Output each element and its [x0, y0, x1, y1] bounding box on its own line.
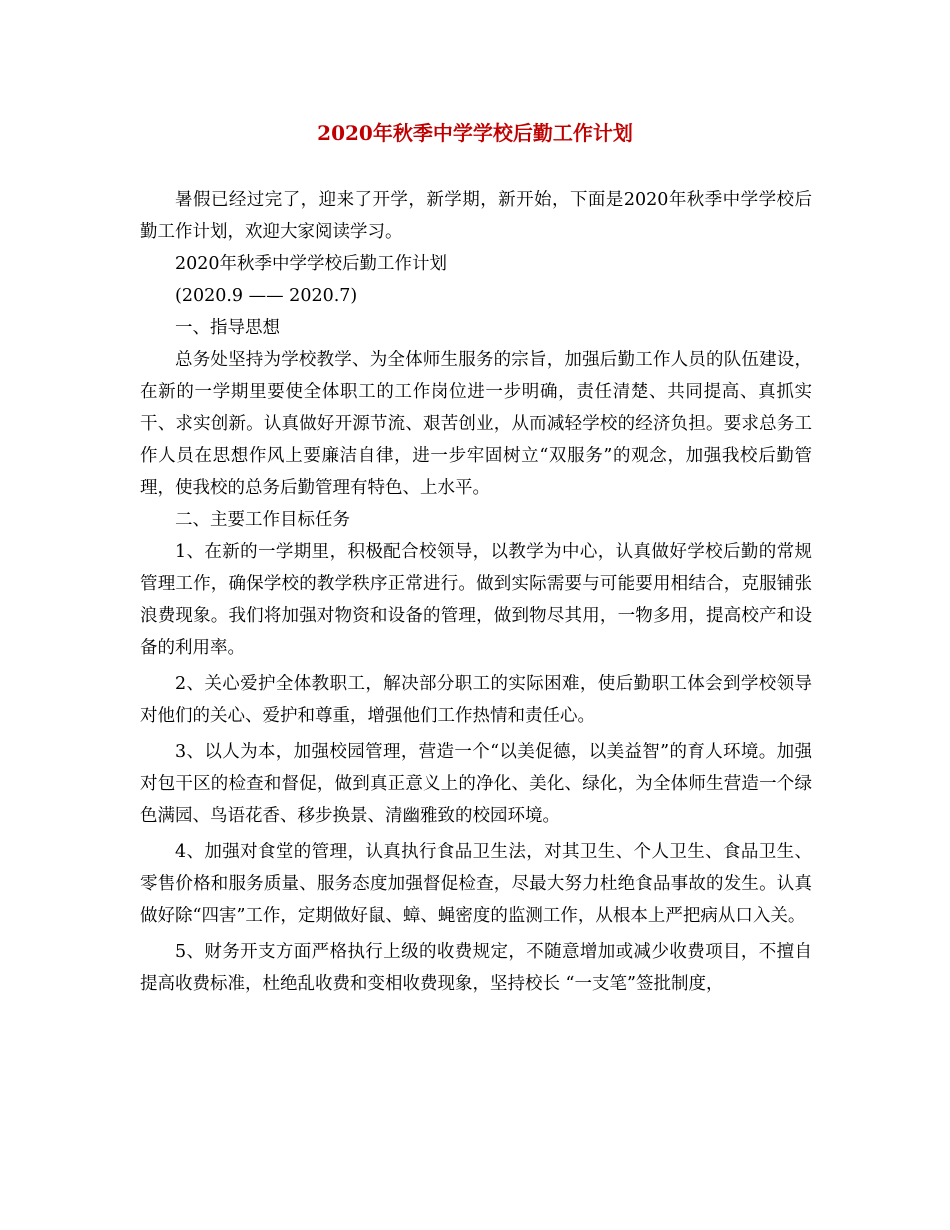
task-item-2: 2、关心爱护全体教职工，解决部分职工的实际困难，使后勤职工体会到学校领导对他们的关心、爱护和尊重，增强他们工作热情和责任心。	[140, 674, 812, 726]
task-item-4: 4、加强对食堂的管理，认真执行食品卫生法，对其卫生、个人卫生、食品卫生、零售价格和服务质量、服务态度加强督促检查，尽最大努力杜绝食品事故的发生。认真做好除“四害”工作，定期做好鼠、蟑、蝇密度的监测工作，从根本上严把病从口入关。	[140, 842, 812, 926]
date-range: (2020.9 —— 2020.7)	[175, 286, 358, 306]
guiding-ideology-paragraph: 总务处坚持为学校教学、为全体师生服务的宗旨，加强后勤工作人员的队伍建设，在新的一学期里要使全体职工的工作岗位进一步明确，责任清楚、共同提高、真抓实干、求实创新。认真做好开源节流、艰苦创业，从而减轻学校的经济负担。要求总务工作人员在思想作风上要廉洁自律，进一步牢固树立“双服务”的观念，加强我校后勤管理，使我校的总务后勤管理有特色、上水平。	[140, 350, 812, 498]
task-item-5: 5、财务开支方面严格执行上级的收费规定，不随意增加或减少收费项目，不擅自提高收费标准，杜绝乱收费和变相收费现象，坚持校长 “一支笔”签批制度，	[140, 942, 812, 994]
plan-subtitle: 2020年秋季中学学校后勤工作计划	[175, 254, 448, 274]
intro-paragraph: 暑假已经过完了，迎来了开学，新学期，新开始，下面是2020年秋季中学学校后勤工作计划，欢迎大家阅读学习。	[140, 190, 812, 242]
section-heading-main-tasks: 二、主要工作目标任务	[175, 510, 350, 530]
task-item-1: 1、在新的一学期里，积极配合校领导，以教学为中心，认真做好学校后勤的常规管理工作，确保学校的教学秩序正常进行。做到实际需要与可能要用相结合，克服铺张浪费现象。我们将加强对物资和设备的管理，做到物尽其用，一物多用，提高校产和设备的利用率。	[140, 542, 812, 658]
document-body	[140, 184, 812, 1000]
document-title: 2020年秋季中学学校后勤工作计划	[317, 121, 633, 145]
task-item-3: 3、以人为本，加强校园管理，营造一个“以美促德，以美益智”的育人环境。加强对包干区的检查和督促，做到真正意义上的净化、美化、绿化，为全体师生营造一个绿色满园、鸟语花香、移步换景、清幽雅致的校园环境。	[140, 742, 812, 826]
section-heading-guiding-ideology: 一、指导思想	[175, 318, 280, 338]
